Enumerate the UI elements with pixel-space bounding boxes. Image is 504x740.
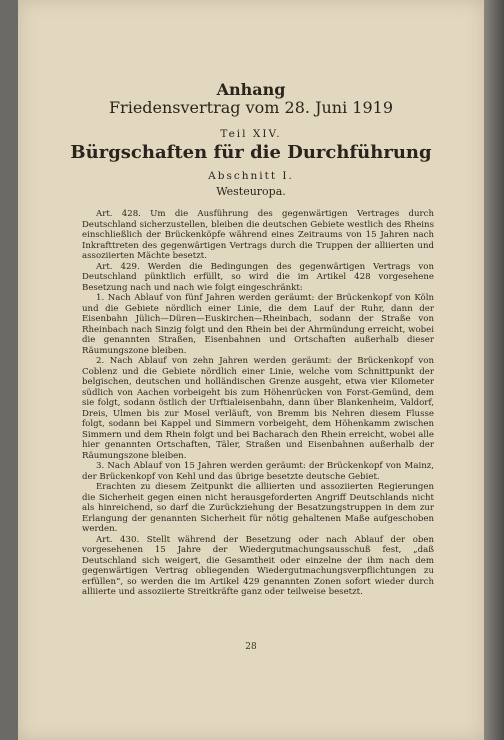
part-label: Teil XIV. (220, 128, 282, 140)
paragraph: 2. Nach Ablauf von zehn Jahren werden geräumt: der Brückenkopf von Coblenz und die Gebiete nördlich einer Linie, welche vom Schnittpunkt der belgischen, deutschen und holländischen Grenze ausgeht, etwa vier Kilometer südlich von Aachen vorbeigeht bis zum Höhenrücken von Forst-Gemünd, dem sie folgt, sodann östlich der Urftialeisenbahn, dann über Blankenheim, Valdorf, Dreis, Ulmen bis zur Mosel verläuft, von Bremm bis Nehren diesem Flusse folgt, sodann bei Kappel und Simmern vorbeigeht, dem Höhenkamm zwischen Simmern und dem Rhein folgt und bei Bacharach den Rhein erreicht, wobei alle hier genannten Ortschaften, Täler, Straßen und Eisenbahnen außerhalb der Räumungszone bleiben. (82, 356, 434, 461)
section-title: Bürgschaften für die Durchführung (70, 142, 432, 163)
page-number: 28 (245, 642, 257, 652)
treaty-title: Friedensvertrag vom 28. Juni 1919 (108, 98, 394, 117)
region-heading: Westeuropa. (216, 185, 286, 198)
paragraph: Art. 428. Um die Ausführung des gegenwärtigen Vertrages durch Deutschland sicherzustellen, bleiben die deutschen Gebiete westlich des Rheins einschließlich der Brückenköpfe während eines Zeitraums von 15 Jahren nach Inkrafttreten des gegenwärtigen Vertrags durch die Truppen der alliierten und assoziierten Mächte besetzt. (82, 209, 434, 261)
paragraph: Art. 430. Stellt während der Besetzung oder nach Ablauf der oben vorgesehenen 15 Jahre der Wiedergutmachungsausschuß fest, „daß Deutschland sich weigert, die Gesamtheit oder einzelne der ihm nach dem gegenwärtigen Vertrag obliegenden Wiedergutmachungsverpflichtungen zu erfüllen“, so werden die im Artikel 429 genannten Zonen sofort wieder durch alliierte und assoziierte Streitkräfte ganz oder teilweise besetzt. (82, 534, 434, 597)
subsection-label: Abschnitt I. (208, 170, 294, 182)
paragraph: 3. Nach Ablauf von 15 Jahren werden geräumt: der Brückenkopf von Mainz, der Brückenkopf von Kehl und das übrige besetzte deutsche Gebiet. (82, 461, 434, 482)
paragraph: Art. 429. Werden die Bedingungen des gegenwärtigen Vertrags von Deutschland pünktlich erfüllt, so wird die im Artikel 428 vorgesehene Besetzung nach und nach wie folgt eingeschränkt: (82, 261, 434, 293)
page (18, 0, 484, 740)
appendix-heading: Anhang (216, 80, 286, 99)
paragraph: 1. Nach Ablauf von fünf Jahren werden geräumt: der Brückenkopf von Köln und die Gebiete nördlich einer Linie, die dem Lauf der Ruhr, dann der Eisenbahn Jülich—Düren—Euskirchen—Rheinbach, sodann der Straße von Rheinbach nach Sinzig folgt und den Rhein bei der Ahrmündung erreicht, wobei die genannten Straßen, Eisenbahnen und Ortschaften außerhalb dieser Räumungszone bleiben. (82, 293, 434, 356)
paragraph: Erachten zu diesem Zeitpunkt die alliierten und assoziierten Regierungen die Sicherheit gegen einen nicht herausgeforderten Angriff Deutschlands nicht als hinreichend, so darf die Zurückziehung der Besatzungstruppen in dem zur Erlangung der genannten Sicherheit für nötig gehaltenen Maße aufgeschoben werden. (82, 482, 434, 534)
book-edge (484, 0, 504, 740)
article-text (82, 209, 434, 598)
